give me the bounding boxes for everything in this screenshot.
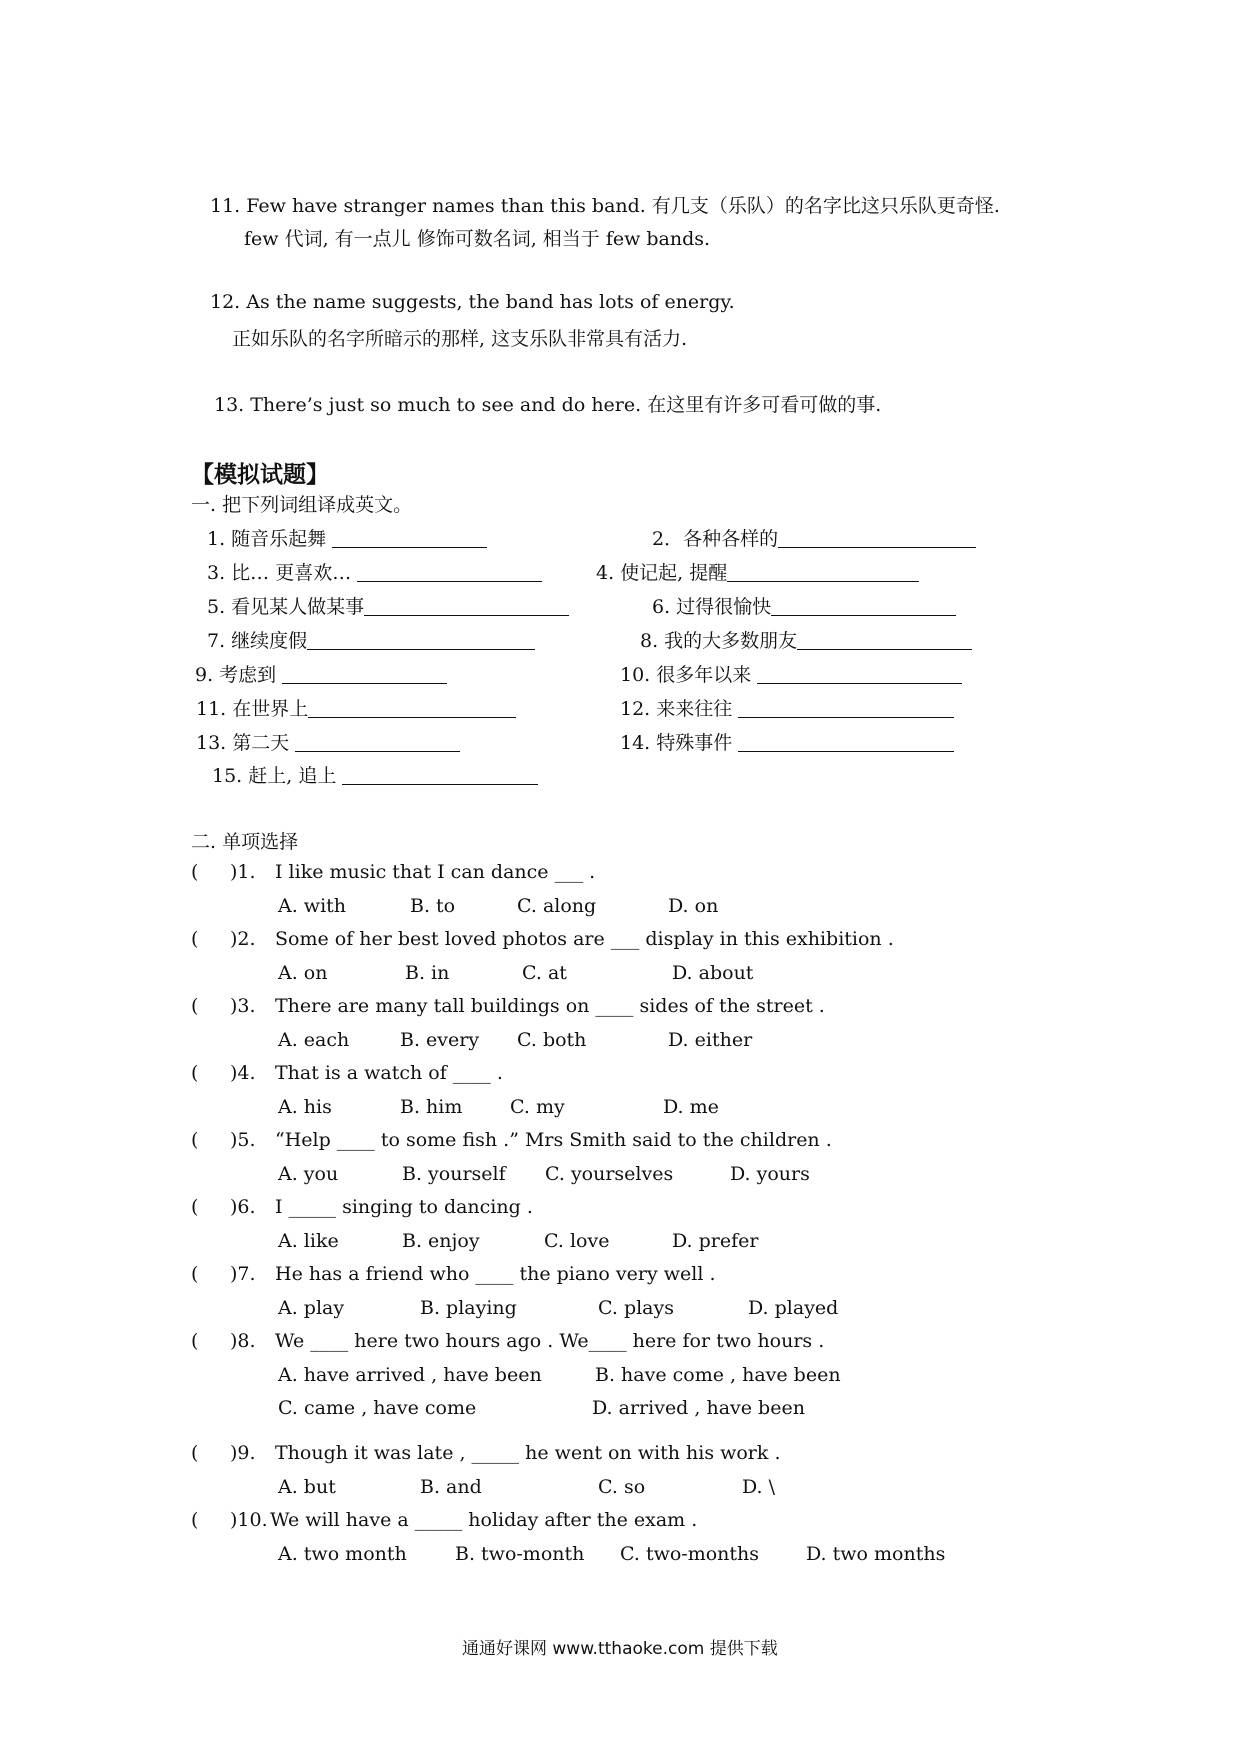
question-number: )2. [230,928,256,950]
question-text: “Help ____ to some fish .” Mrs Smith said to the children . [275,1129,832,1151]
question-number: )1. [230,861,256,883]
option-d: D. me [663,1096,719,1118]
answer-paren: ( [191,1129,199,1151]
phrase-item-11: 11. 在世界上 [196,694,516,721]
phrase-item-15: 15. 赶上, 追上 [212,761,538,788]
part1-title: 一. 把下列词组译成英文。 [191,494,413,516]
question-number: )8. [230,1330,256,1352]
option-b: B. have come , have been [595,1364,841,1386]
question-text: There are many tall buildings on ____ sides of the street . [275,995,825,1017]
phrase-item-7: 7. 继续度假 [207,626,535,653]
question-text: I _____ singing to dancing . [275,1196,533,1218]
option-c: C. my [510,1096,565,1118]
phrase-item-8: 8. 我的大多数朋友 [640,626,972,653]
option-d: D. arrived , have been [592,1397,805,1419]
option-b: B. two-month [455,1543,585,1565]
option-d: D. \ [742,1476,776,1498]
option-b: B. playing [420,1297,517,1319]
option-d: D. about [672,962,754,984]
option-d: D. prefer [672,1230,759,1252]
option-b: B. and [420,1476,482,1498]
option-c: C. so [598,1476,646,1498]
phrase-item-13: 13. 第二天 [196,728,460,755]
answer-paren: ( [191,1062,199,1084]
option-b: B. every [400,1029,480,1051]
note-11-line1: 11. Few have stranger names than this band. 有几支（乐队）的名字比这只乐队更奇怪. [210,195,1000,217]
option-b: B. in [405,962,450,984]
phrase-item-3: 3. 比… 更喜欢… [207,558,542,585]
option-a: A. but [278,1476,336,1498]
option-c: C. along [517,895,597,917]
question-text: We ____ here two hours ago . We____ here for two hours . [275,1330,825,1352]
phrase-item-14: 14. 特殊事件 [620,728,954,755]
option-b: B. enjoy [402,1230,480,1252]
answer-paren: ( [191,995,199,1017]
option-c: C. both [517,1029,587,1051]
phrase-item-6: 6. 过得很愉快 [652,592,956,619]
option-a: A. like [278,1230,339,1252]
option-c: C. plays [598,1297,674,1319]
phrase-item-2: 2．各种各样的 [652,524,976,551]
option-b: B. him [400,1096,463,1118]
option-a: A. have arrived , have been [278,1364,542,1386]
option-b: B. to [410,895,456,917]
note-12-line2: 正如乐队的名字所暗示的那样, 这支乐队非常具有活力. [232,328,688,350]
question-number: )3. [230,995,256,1017]
answer-paren: ( [191,928,199,950]
question-text: Some of her best loved photos are ___ display in this exhibition . [275,928,894,950]
phrase-item-4: 4. 使记起, 提醒 [596,558,919,585]
option-d: D. yours [730,1163,810,1185]
answer-paren: ( [191,1509,199,1531]
part2-title: 二. 单项选择 [191,831,299,853]
note-12-line1: 12. As the name suggests, the band has lots of energy. [210,291,735,313]
answer-paren: ( [191,1263,199,1285]
question-number: )10. [230,1509,268,1531]
question-text: I like music that I can dance ___ . [275,861,596,883]
phrase-item-9: 9. 考虑到 [195,660,447,687]
question-text: That is a watch of ____ . [275,1062,503,1084]
option-a: A. with [278,895,347,917]
option-a: A. play [278,1297,345,1319]
option-a: A. two month [278,1543,407,1565]
phrase-item-12: 12. 来来往往 [620,694,954,721]
option-d: D. two months [806,1543,946,1565]
question-number: )4. [230,1062,256,1084]
question-text: He has a friend who ____ the piano very well . [275,1263,716,1285]
option-c: C. came , have come [278,1397,477,1419]
question-number: )5. [230,1129,256,1151]
answer-paren: ( [191,861,199,883]
option-d: D. either [668,1029,753,1051]
option-c: C. two-months [620,1543,760,1565]
note-13-line1: 13. There’s just so much to see and do here. 在这里有许多可看可做的事. [214,394,882,416]
question-number: )6. [230,1196,256,1218]
phrase-item-1: 1. 随音乐起舞 [207,524,487,551]
answer-paren: ( [191,1442,199,1464]
question-text: We will have a _____ holiday after the exam . [270,1509,698,1531]
phrase-item-10: 10. 很多年以来 [620,660,962,687]
option-b: B. yourself [402,1163,506,1185]
question-number: )7. [230,1263,256,1285]
option-c: C. yourselves [545,1163,674,1185]
page-footer: 通通好课网 www.tthaoke.com 提供下载 [462,1639,778,1659]
note-11-line2: few 代词, 有一点儿 修饰可数名词, 相当于 few bands. [244,228,711,250]
option-a: A. his [278,1096,332,1118]
question-text: Though it was late , _____ he went on with his work . [275,1442,781,1464]
option-c: C. at [522,962,567,984]
option-a: A. you [278,1163,339,1185]
option-d: D. on [668,895,719,917]
phrase-item-5: 5. 看见某人做某事 [207,592,569,619]
section-title: 【模拟试题】 [191,461,329,488]
option-a: A. each [278,1029,350,1051]
option-d: D. played [748,1297,839,1319]
answer-paren: ( [191,1196,199,1218]
answer-paren: ( [191,1330,199,1352]
option-a: A. on [278,962,328,984]
option-c: C. love [544,1230,610,1252]
question-number: )9. [230,1442,256,1464]
